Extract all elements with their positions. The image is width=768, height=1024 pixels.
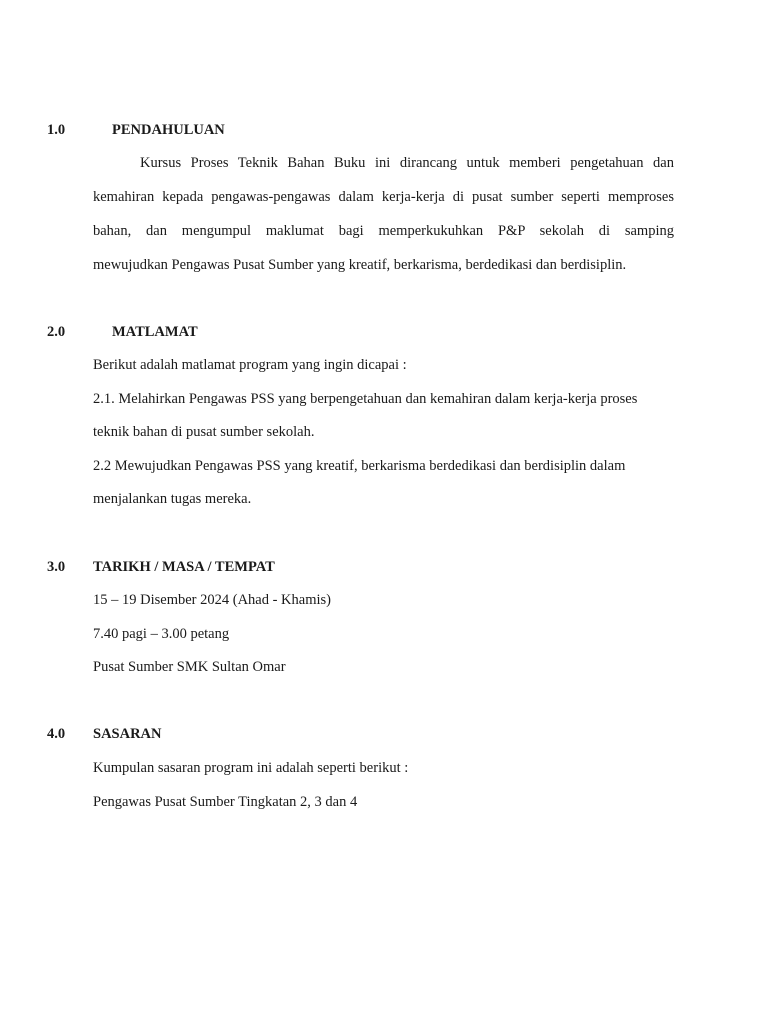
section-number-2: 2.0 [47, 324, 66, 340]
matlamat-item-2-1-line-1: 2.1. Melahirkan Pengawas PSS yang berpengetahuan dan kemahiran dalam kerja-kerja proses [93, 391, 638, 407]
section-title-sasaran: SASARAN [93, 726, 162, 742]
section-title-matlamat: MATLAMAT [112, 324, 198, 340]
pendahuluan-line-4: mewujudkan Pengawas Pusat Sumber yang kreatif, berkarisma, berdedikasi dan berdisiplin. [93, 257, 627, 273]
matlamat-item-2-2-line-2: menjalankan tugas mereka. [93, 491, 252, 507]
pendahuluan-line-1: Kursus Proses Teknik Bahan Buku ini dirancang untuk memberi pengetahuan dan [140, 155, 674, 171]
section-title-tarikh-masa-tempat: TARIKH / MASA / TEMPAT [93, 559, 275, 575]
masa-text: 7.40 pagi – 3.00 petang [93, 626, 230, 642]
matlamat-intro: Berikut adalah matlamat program yang ingin dicapai : [93, 357, 407, 373]
section-title-pendahuluan: PENDAHULUAN [112, 122, 225, 138]
tarikh-text: 15 – 19 Disember 2024 (Ahad - Khamis) [93, 592, 331, 608]
section-number-1: 1.0 [47, 122, 66, 138]
sasaran-intro: Kumpulan sasaran program ini adalah seperti berikut : [93, 760, 409, 776]
pendahuluan-line-2: kemahiran kepada pengawas-pengawas dalam kerja-kerja di pusat sumber seperti memproses [93, 189, 674, 205]
tempat-text: Pusat Sumber SMK Sultan Omar [93, 659, 286, 675]
matlamat-item-2-2-line-1: 2.2 Mewujudkan Pengawas PSS yang kreatif, berkarisma berdedikasi dan berdisiplin dalam [93, 458, 626, 474]
section-number-4: 4.0 [47, 726, 66, 742]
pendahuluan-line-3: bahan, dan mengumpul maklumat bagi memperkukuhkan P&P sekolah di samping [93, 223, 674, 239]
section-number-3: 3.0 [47, 559, 66, 575]
matlamat-item-2-1-line-2: teknik bahan di pusat sumber sekolah. [93, 424, 315, 440]
sasaran-target: Pengawas Pusat Sumber Tingkatan 2, 3 dan 4 [93, 794, 358, 810]
